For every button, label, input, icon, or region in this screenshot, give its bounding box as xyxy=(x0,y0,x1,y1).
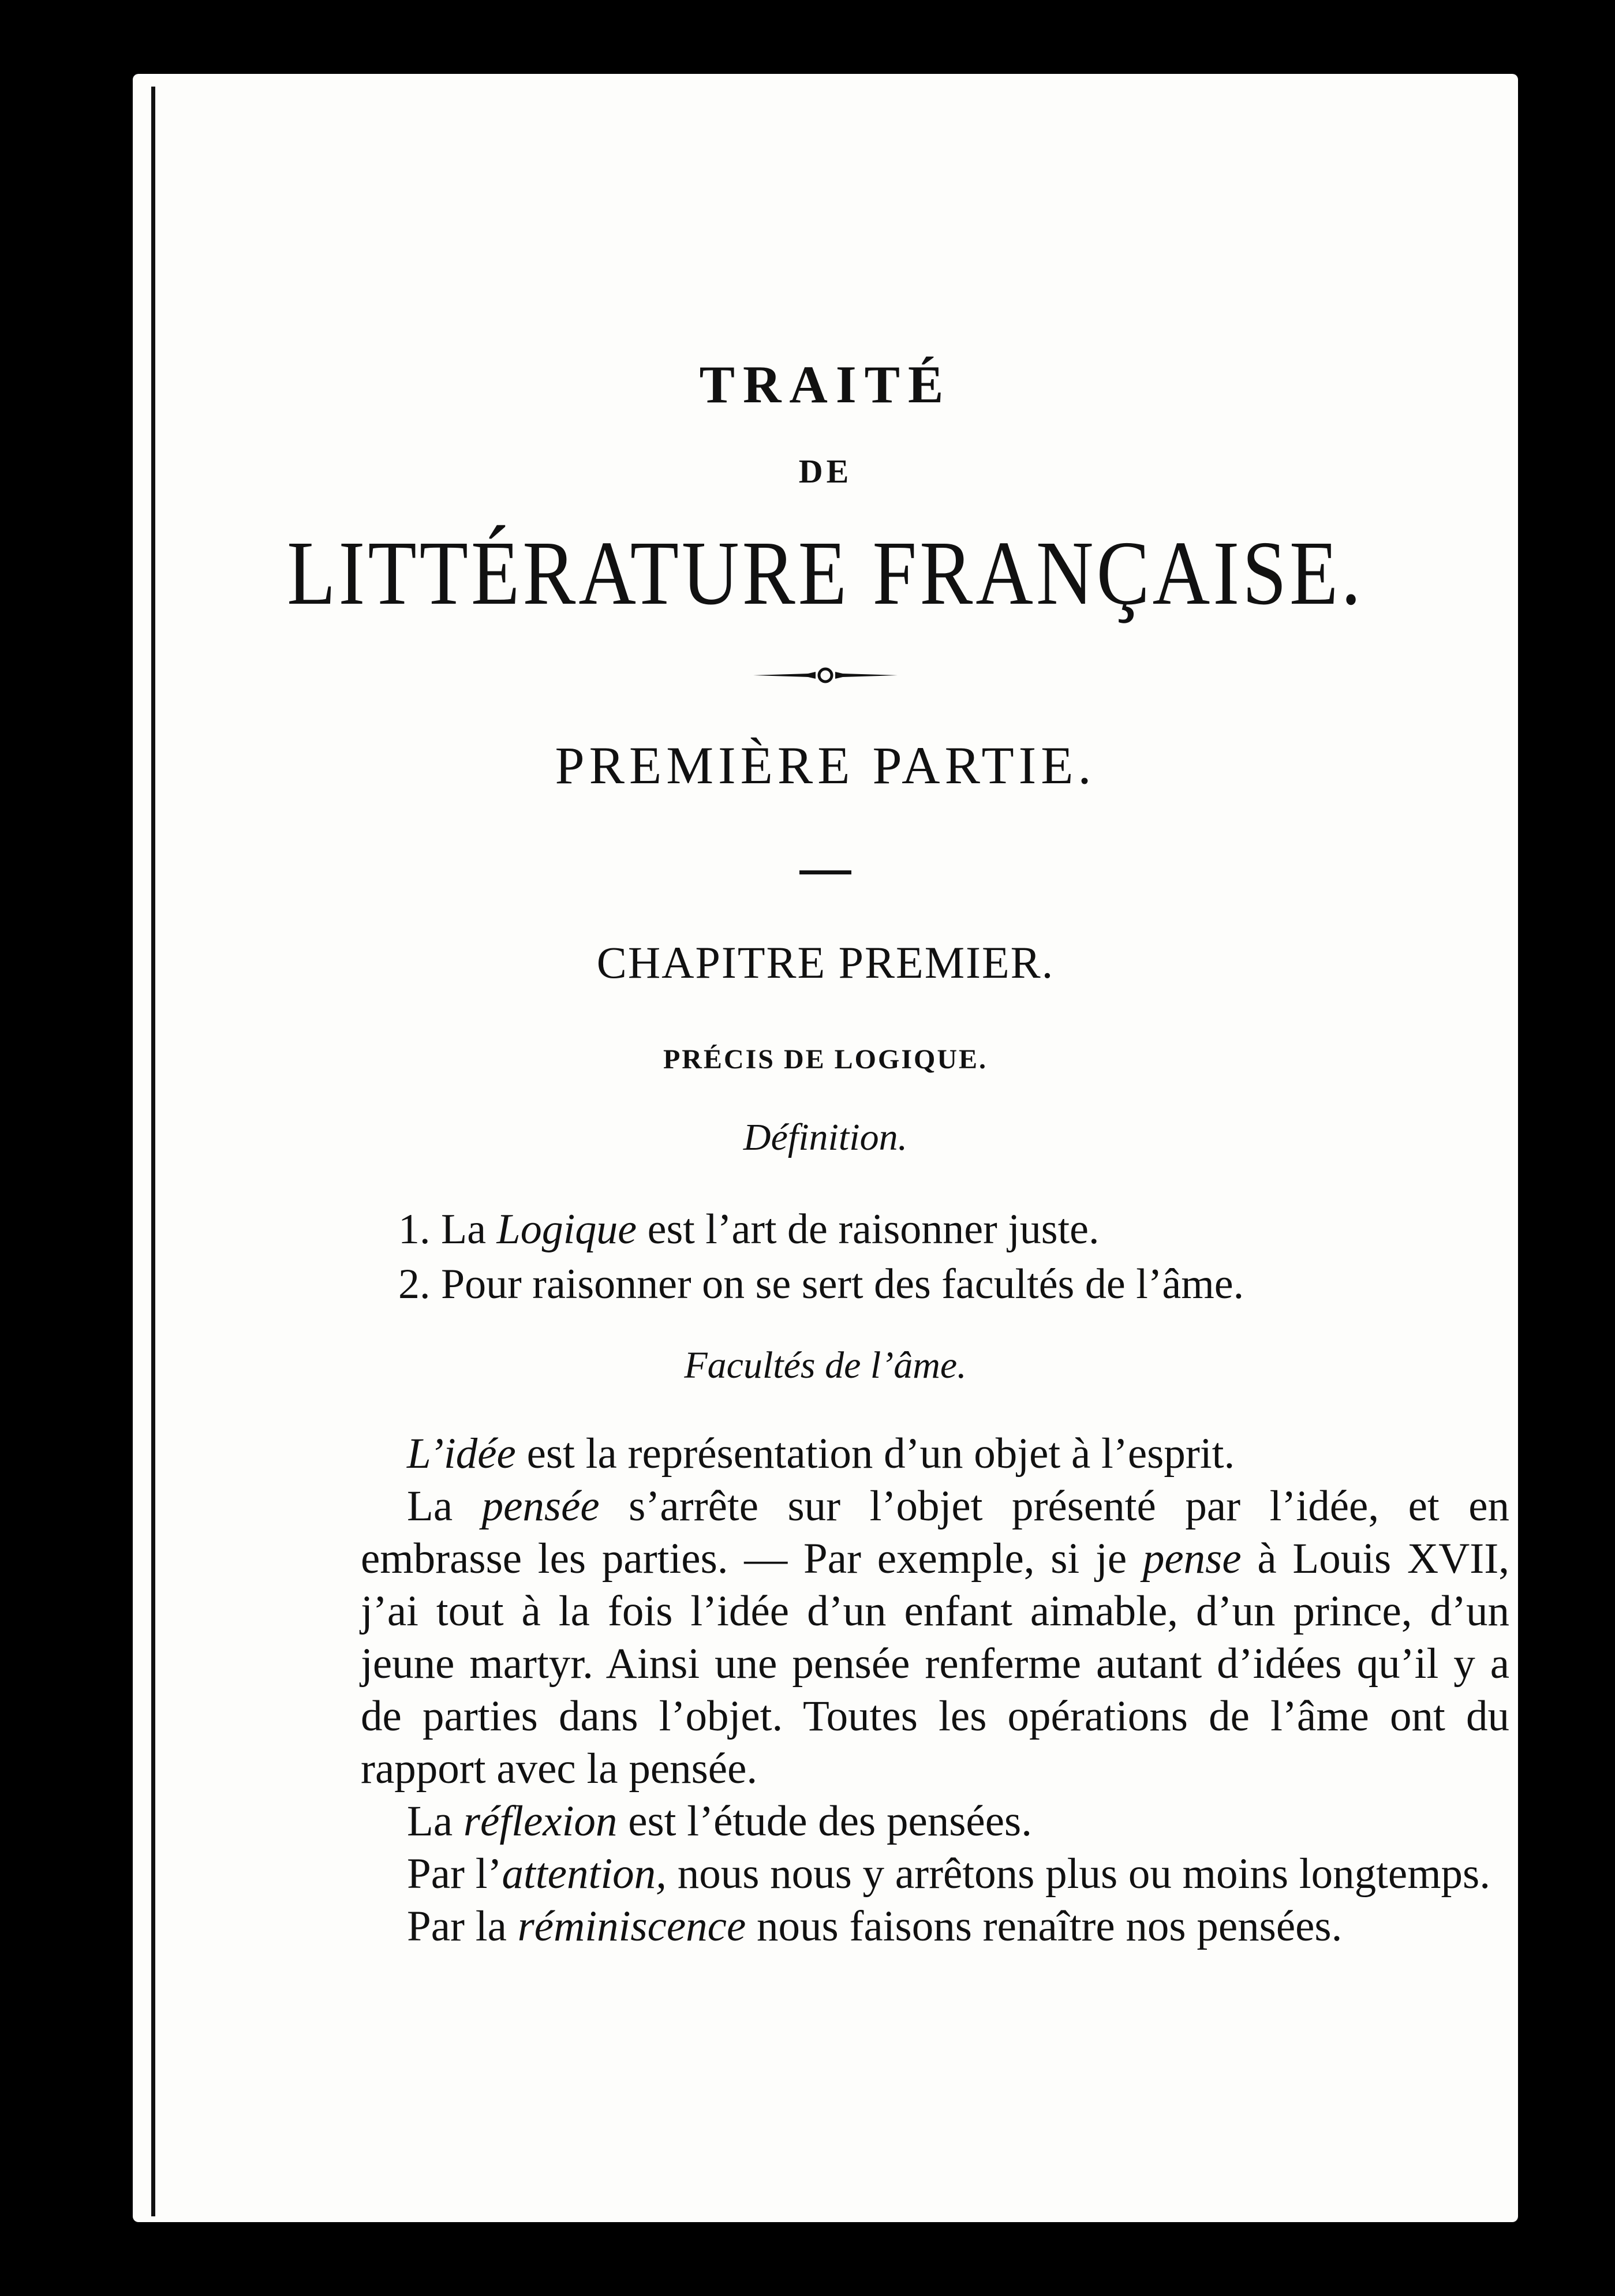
page-binding-edge xyxy=(151,87,155,2216)
paragraph xyxy=(361,1795,1509,1848)
title-traite: TRAITÉ xyxy=(699,355,952,414)
text: Par l’ xyxy=(407,1850,502,1898)
section-rule xyxy=(799,870,851,874)
paragraph xyxy=(361,1848,1509,1900)
text: La xyxy=(407,1482,482,1530)
term: réminiscence xyxy=(517,1902,746,1950)
paragraph xyxy=(361,1900,1509,1953)
section-heading-facultes: Facultés de l’âme. xyxy=(684,1344,967,1386)
list-item xyxy=(398,1202,1553,1257)
item-text-post: est l’art de raisonner juste. xyxy=(637,1206,1100,1253)
item-number: 2. xyxy=(398,1261,431,1308)
part-heading: PREMIÈRE PARTIE. xyxy=(555,736,1096,795)
text: s’arrête sur l’objet présenté par l’idée, et en embrasse les parties. — Par exemple, si je xyxy=(361,1482,1509,1583)
text: est la représentation d’un objet à l’esprit. xyxy=(515,1430,1235,1478)
chapter-heading: CHAPITRE PREMIER. xyxy=(596,937,1055,988)
section-heading-definition: Définition. xyxy=(743,1116,908,1158)
paragraph xyxy=(361,1480,1509,1795)
item-text-pre: La xyxy=(441,1206,497,1253)
text: La xyxy=(407,1797,463,1845)
item-term: Logique xyxy=(496,1206,637,1253)
ornament-divider-icon xyxy=(753,664,898,687)
item-number: 1. xyxy=(398,1206,431,1253)
chapter-subtitle: PRÉCIS DE LOGIQUE. xyxy=(663,1044,988,1075)
text: est l’étude des pensées. xyxy=(617,1797,1032,1845)
text: nous nous y arrêtons plus ou moins longtemps. xyxy=(666,1850,1490,1898)
book-page xyxy=(133,74,1518,2222)
term: réflexion xyxy=(463,1797,618,1845)
title-de: DE xyxy=(798,453,853,490)
item-text-pre: Pour raisonner on se sert des facultés de l’âme. xyxy=(441,1261,1244,1308)
term: pensée xyxy=(481,1482,600,1530)
term: pense xyxy=(1142,1535,1242,1583)
list-item xyxy=(398,1257,1553,1312)
term: L’idée xyxy=(407,1430,516,1478)
text: à Louis XVII, j’ai tout à la fois l’idée d’un enfant aimable, d’un prince, d’un jeune martyr. Ainsi une pensée renferme autant d’idées qu’il y a de parties dans l’objet. Toutes les opérations de l’âme ont du rapport avec la pensée. xyxy=(361,1535,1509,1793)
book-title: LITTÉRATURE FRANÇAISE. xyxy=(287,522,1364,624)
text: nous faisons renaître nos pensées. xyxy=(746,1902,1343,1950)
term: attention, xyxy=(502,1850,667,1898)
text: Par la xyxy=(407,1902,518,1950)
body-text xyxy=(361,1427,1509,1953)
paragraph xyxy=(361,1427,1509,1480)
definition-list xyxy=(398,1202,1553,1312)
